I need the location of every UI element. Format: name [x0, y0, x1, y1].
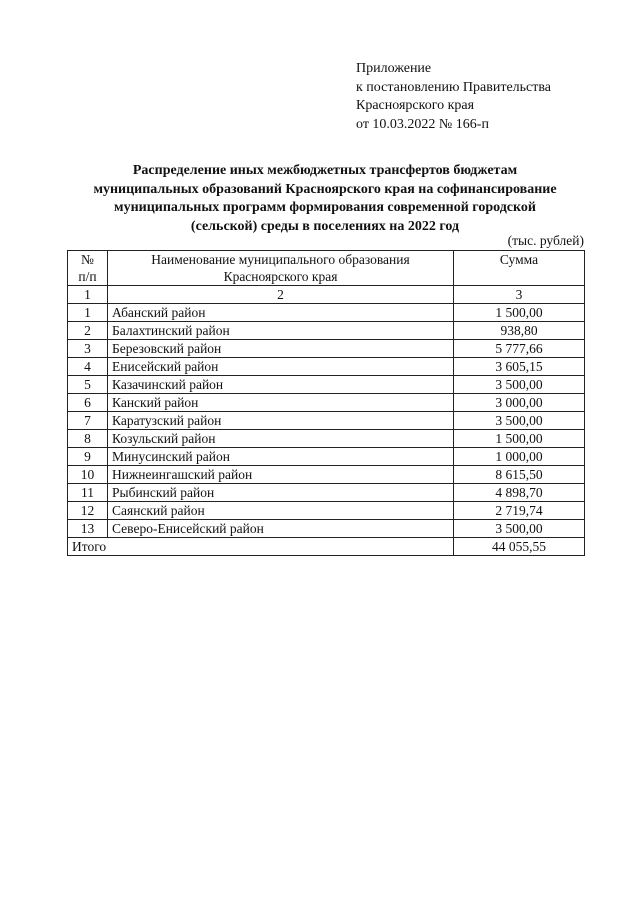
table-row	[68, 466, 585, 484]
appendix-block	[356, 60, 616, 134]
row-name: Рыбинский район	[108, 484, 454, 502]
row-name: Абанский район	[108, 304, 454, 322]
row-sum: 3 500,00	[454, 520, 585, 538]
table-row	[68, 448, 585, 466]
row-sum: 3 500,00	[454, 376, 585, 394]
row-number: 9	[68, 448, 108, 466]
title-line: Распределение иных межбюджетных трансфертов бюджетам	[132, 163, 518, 178]
row-name: Балахтинский район	[108, 322, 454, 340]
row-sum: 5 777,66	[454, 340, 585, 358]
row-sum: 8 615,50	[454, 466, 585, 484]
units-label: (тыс. рублей)	[507, 233, 584, 248]
title-line: (сельской) среды в поселениях на 2022 год	[190, 218, 460, 234]
document-title	[60, 162, 590, 236]
header-name	[108, 251, 454, 286]
row-name: Канский район	[108, 394, 454, 412]
row-name: Каратузский район	[108, 412, 454, 430]
row-name: Енисейский район	[108, 358, 454, 376]
table-row	[68, 304, 585, 322]
header-sum: Сумма	[454, 251, 585, 286]
appendix-line: от 10.03.2022 № 166-п	[356, 116, 489, 132]
row-number: 1	[68, 304, 108, 322]
header-number-line: №	[81, 252, 94, 267]
row-name: Нижнеингашский район	[108, 466, 454, 484]
row-name: Северо-Енисейский район	[108, 520, 454, 538]
appendix-line: Приложение	[356, 61, 432, 76]
table-total-row	[68, 538, 585, 556]
title-line: муниципальных образований Красноярского края на софинансирование	[93, 181, 557, 197]
row-sum: 2 719,74	[454, 502, 585, 520]
row-sum: 4 898,70	[454, 484, 585, 502]
row-number: 11	[68, 484, 108, 502]
row-number: 8	[68, 430, 108, 448]
header-number	[68, 251, 108, 286]
table-row	[68, 322, 585, 340]
row-sum: 3 500,00	[454, 412, 585, 430]
row-name: Минусинский район	[108, 448, 454, 466]
row-sum: 1 500,00	[454, 304, 585, 322]
row-sum: 1 000,00	[454, 448, 585, 466]
title-line: муниципальных программ формирования современной городской	[114, 200, 536, 215]
row-sum: 1 500,00	[454, 430, 585, 448]
total-label: Итого	[68, 538, 454, 556]
row-name: Березовский район	[108, 340, 454, 358]
table-row	[68, 340, 585, 358]
table-row	[68, 394, 585, 412]
index-cell: 1	[68, 286, 108, 304]
row-number: 2	[68, 322, 108, 340]
table-row	[68, 430, 585, 448]
table-row	[68, 376, 585, 394]
appendix-line: Красноярского края	[356, 98, 475, 113]
row-name: Козульский район	[108, 430, 454, 448]
total-sum: 44 055,55	[454, 538, 585, 556]
table-row	[68, 412, 585, 430]
row-number: 6	[68, 394, 108, 412]
row-sum: 3 605,15	[454, 358, 585, 376]
row-sum: 938,80	[454, 322, 585, 340]
header-number-line: п/п	[78, 269, 97, 284]
table-index-row	[68, 286, 585, 304]
row-name: Саянский район	[108, 502, 454, 520]
index-cell: 3	[454, 286, 585, 304]
index-cell: 2	[108, 286, 454, 304]
table-row	[68, 520, 585, 538]
row-number: 13	[68, 520, 108, 538]
table-row	[68, 502, 585, 520]
table-row	[68, 358, 585, 376]
row-number: 10	[68, 466, 108, 484]
row-sum: 3 000,00	[454, 394, 585, 412]
table-row	[68, 484, 585, 502]
row-number: 4	[68, 358, 108, 376]
appendix-line: к постановлению Правительства	[356, 79, 552, 95]
row-number: 12	[68, 502, 108, 520]
row-number: 5	[68, 376, 108, 394]
row-number: 3	[68, 340, 108, 358]
header-name-line: Красноярского края	[223, 269, 338, 284]
header-name-line: Наименование муниципального образования	[151, 252, 410, 267]
row-number: 7	[68, 412, 108, 430]
table-header-row	[68, 251, 585, 286]
distribution-table	[67, 250, 585, 556]
row-name: Казачинский район	[108, 376, 454, 394]
